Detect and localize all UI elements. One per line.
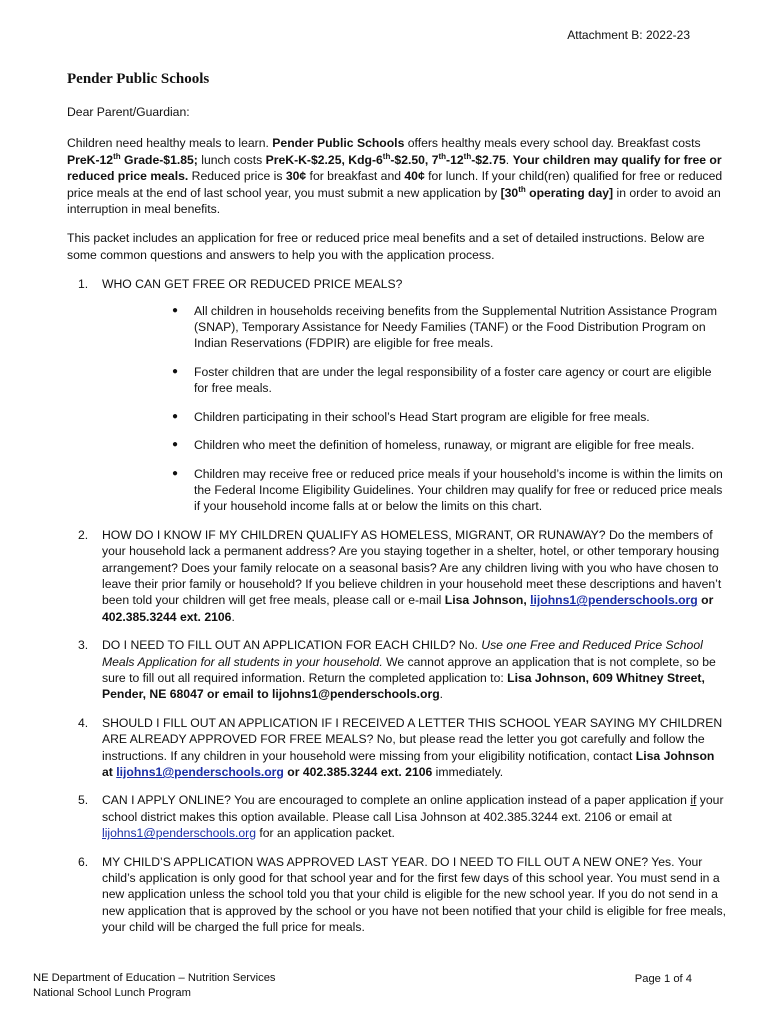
- greeting: Dear Parent/Guardian:: [67, 105, 190, 119]
- list-item: ● Foster children that are under the legal responsibility of a foster care agency or court are eligible for free meals.: [172, 364, 712, 396]
- list-item: ● All children in households receiving benefits from the Supplemental Nutrition Assistance Program (SNAP), Temporary Assistance for Needy Families (TANF) or the Food Distribution Program on Indian Reservations (FDPIR) are eligible for free meals.: [172, 303, 717, 351]
- intro-paragraph: Children need healthy meals to learn. Pender Public Schools offers healthy meals every school day. Breakfast costs PreK-12th Grade-$1.85; lunch costs PreK-K-$2.25, Kdg-6th-$2.50, 7th-12th-$2.75. Your children may qualify for free or reduced price meals. Reduced price is 30¢ for breakfast and 40¢ for lunch. If your child(ren) qualified for free or reduced price meals at the end of last school year, you must submit a new application by [30th operating day] in order to avoid an interruption in meal benefits.: [67, 136, 723, 217]
- email-link[interactable]: lijohns1@penderschools.org: [530, 593, 698, 608]
- school-name-heading: Pender Public Schools: [67, 71, 210, 87]
- faq-item-2: 2. HOW DO I KNOW IF MY CHILDREN QUALIFY AS HOMELESS, MIGRANT, OR RUNAWAY? Do the members of your household lack a permanent address? Are you staying together in a shelter, hotel, or other temporary housing arrangement? Does your family relocate on a seasonal basis? Are any children living with you who have chosen to leave their prior family or household? If you believe children in your household meet these descriptions and haven’t been told your children will get free meals, please call or e-mail Lisa Johnson, lijohns1@penderschools.org or 402.385.3244 ext. 2106.: [78, 527, 722, 624]
- page-number: Page 1 of 4: [634, 973, 692, 985]
- letter-body: [67, 104, 727, 936]
- faq-list: [67, 276, 727, 935]
- attachment-label: Attachment B: 2022-23: [567, 28, 690, 42]
- list-item: ● Children may receive free or reduced price meals if your household’s income is within the limits on the Federal Income Eligibility Guidelines. Your children may qualify for free or reduced price meals if your household income falls at or below the limits on this chart.: [172, 466, 723, 514]
- faq-item-1: 1. WHO CAN GET FREE OR REDUCED PRICE MEALS? ● All children in households receiving benefits from the Supplemental Nutrition Assistance Program (SNAP), Temporary Assistance for Needy Families (TANF) or the Food Distribution Program on Indian Reservations (FDPIR) are eligible for free meals. ● Foster children that are under the legal responsibility of a foster care agency or court are eligible for free meals. ● Children participating in their school’s Head Start program are eligible for free meals. ● Children who meet the definition of homeless, runaway, or migrant are eligible for free meals. ● Children may receive free or reduced price meals if your household’s income is within the limits on the Federal Income Eligibility Guidelines. Your children may qualify for free or reduced price meals if your household income falls at or below the limits on this chart.: [67, 276, 727, 514]
- email-link[interactable]: lijohns1@penderschools.org: [102, 826, 256, 841]
- bullet-icon: ●: [172, 410, 179, 422]
- bullet-icon: ●: [172, 304, 179, 316]
- faq-item-4: 4. SHOULD I FILL OUT AN APPLICATION IF I RECEIVED A LETTER THIS SCHOOL YEAR SAYING MY CHILDREN ARE ALREADY APPROVED FOR FREE MEALS? No, but please read the letter you got carefully and follow the instructions. If any children in your household were missing from your eligibility notification, contact Lisa Johnson at lijohns1@penderschools.org or 402.385.3244 ext. 2106 immediately.: [78, 715, 723, 779]
- packet-paragraph: This packet includes an application for free or reduced price meal benefits and a set of detailed instructions. Below are some common questions and answers to help you with the application process.: [67, 231, 705, 262]
- email-link[interactable]: lijohns1@penderschools.org: [116, 765, 284, 779]
- faq-item-3: 3. DO I NEED TO FILL OUT AN APPLICATION FOR EACH CHILD? No. Use one Free and Reduced Price School Meals Application for all students in your household. We cannot approve an application that is not complete, so be sure to fill out all required information. Return the completed application to: Lisa Johnson, 609 Whitney Street, Pender, NE 68047 or email to lijohns1@penderschools.org.: [78, 638, 716, 702]
- faq-item-5: 5. CAN I APPLY ONLINE? You are encouraged to complete an online application instead of a paper application if your school district makes this option available. Please call Lisa Johnson at 402.385.3244 ext. 2106 or email at lijohns1@penderschools.org for an application packet.: [78, 793, 724, 841]
- faq-item-6: 6. MY CHILD’S APPLICATION WAS APPROVED LAST YEAR. DO I NEED TO FILL OUT A NEW ONE? Yes. Your child’s application is only good for that school year and for the first few days of this school year. You must send in a new application unless the school told you that your child is eligible for the new school year. If you do not send in a new application that is approved by the school or you have not been notified that your child is eligible for free meals, your child will be charged the full price for meals.: [78, 854, 726, 935]
- list-item: ● Children who meet the definition of homeless, runaway, or migrant are eligible for free meals.: [172, 438, 695, 453]
- faq-question-1: WHO CAN GET FREE OR REDUCED PRICE MEALS?: [102, 277, 403, 292]
- return-address: Lisa Johnson, 609 Whitney Street, Pender, NE 68047 or email to lijohns1@penderschools.org: [102, 670, 705, 702]
- eligibility-bullets: [102, 303, 727, 515]
- bullet-icon: ●: [172, 439, 179, 451]
- bullet-icon: ●: [172, 467, 179, 479]
- bullet-icon: ●: [172, 365, 179, 377]
- list-item: ● Children participating in their school’s Head Start program are eligible for free meals.: [172, 409, 650, 424]
- footer-source: NE Department of Education – Nutrition Services National School Lunch Program: [33, 972, 276, 999]
